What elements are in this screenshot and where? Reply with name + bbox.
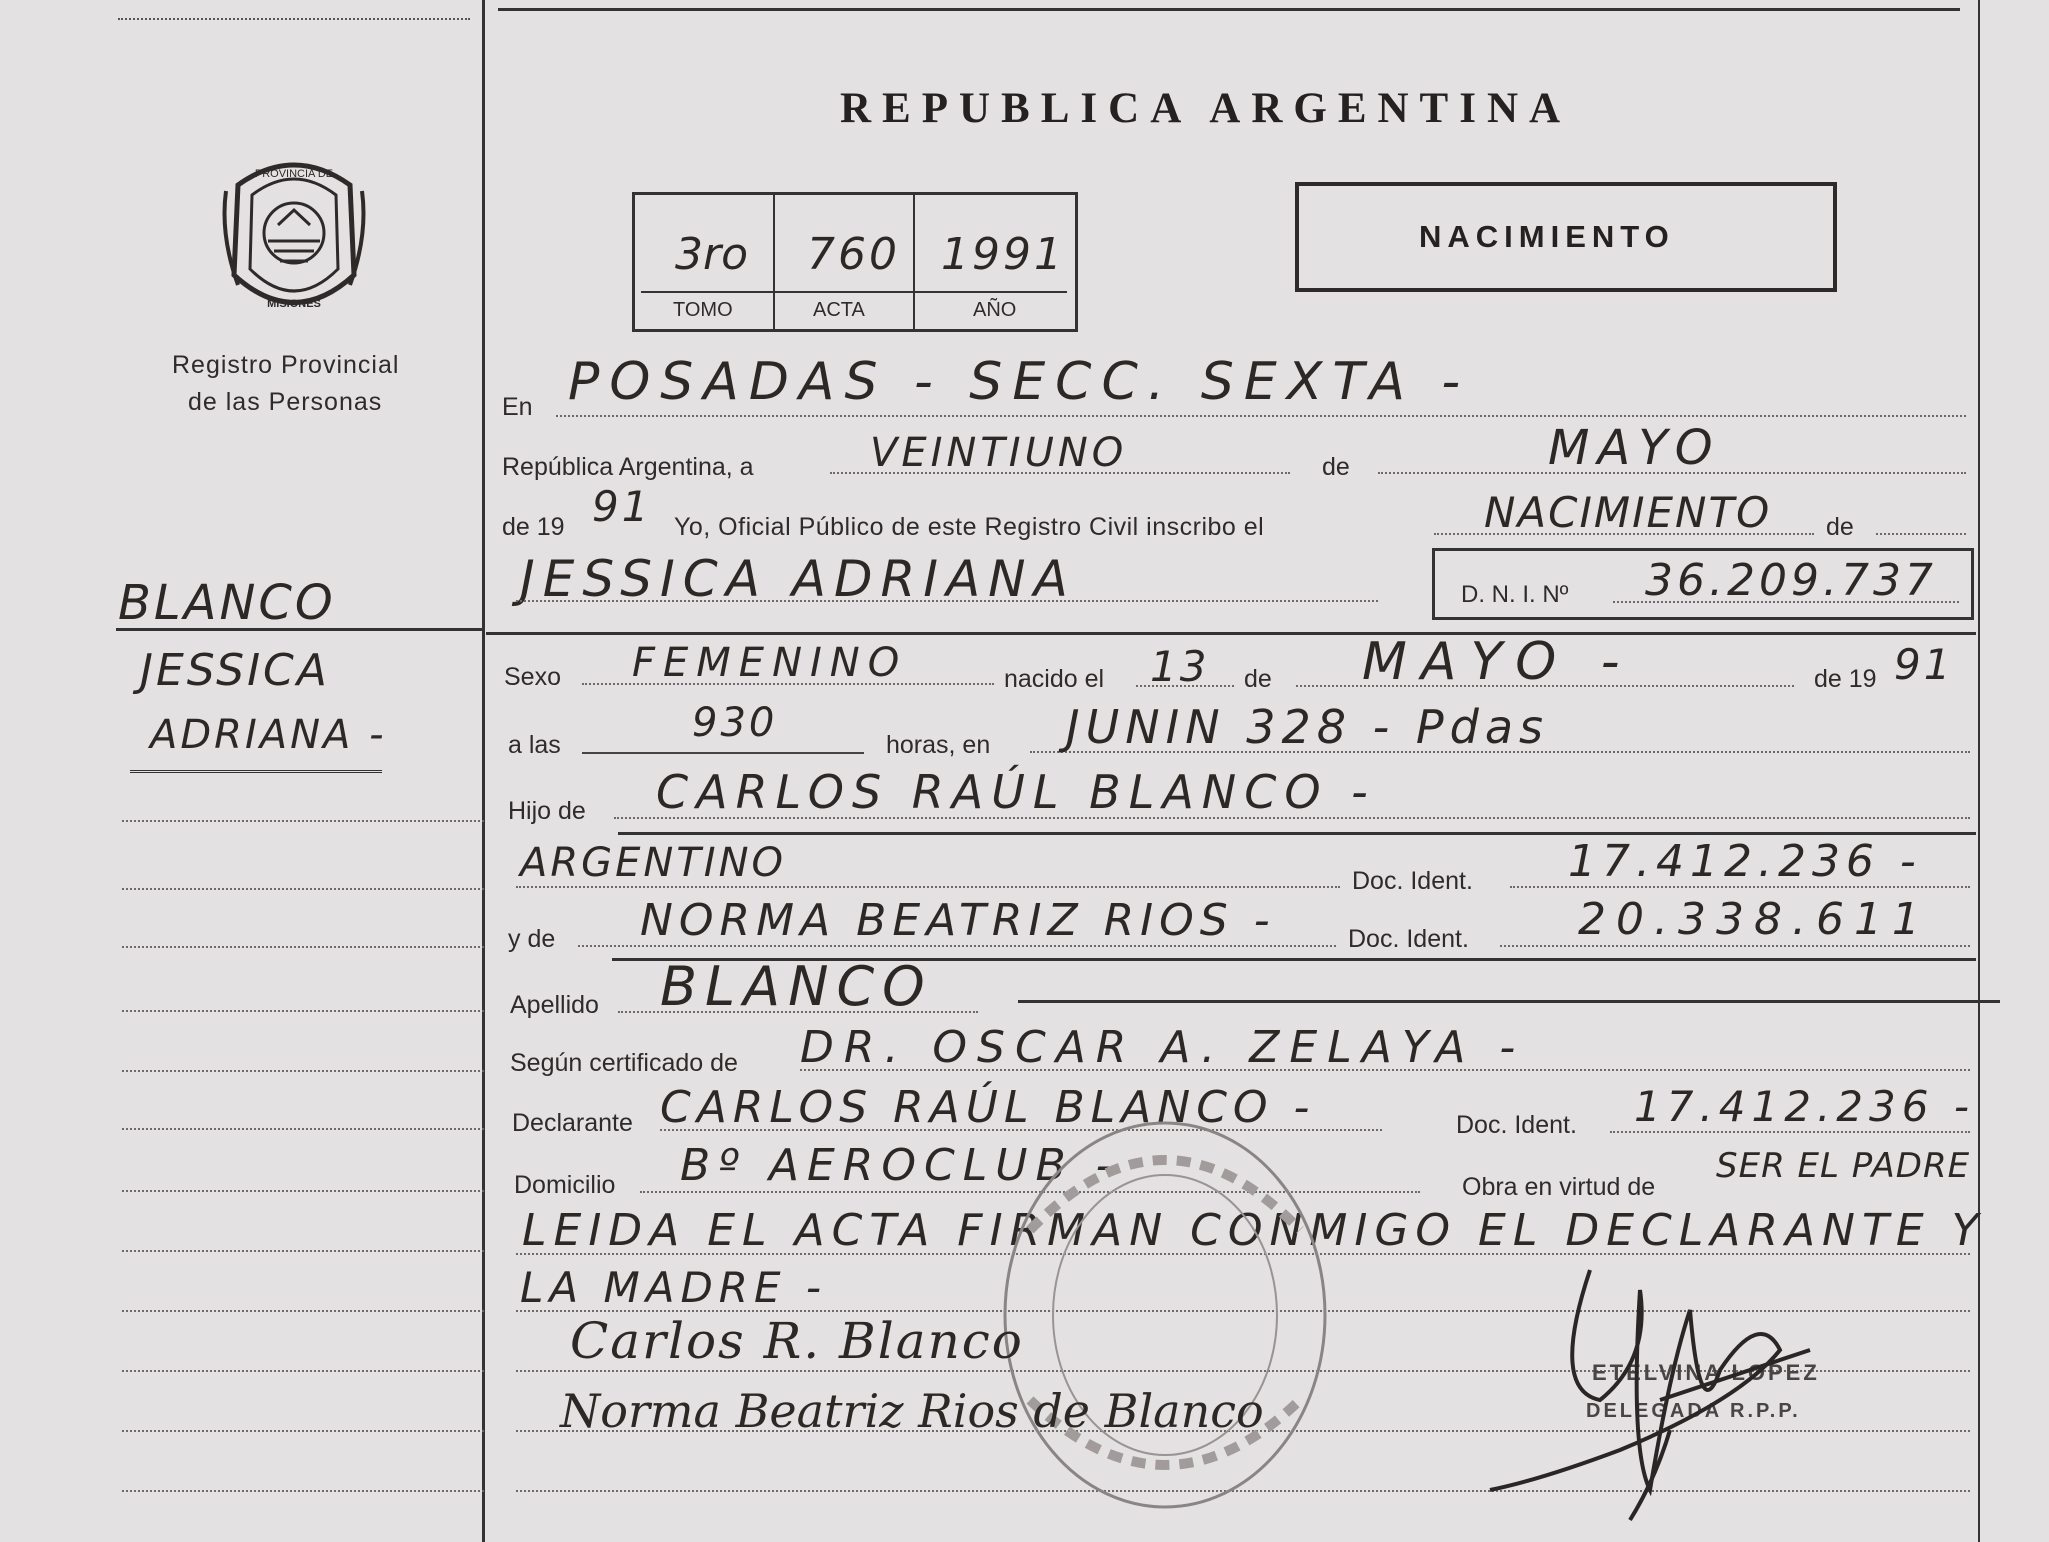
acta-label: ACTA (813, 299, 865, 321)
act-line-end (1876, 533, 1966, 535)
sexo-label: Sexo (504, 663, 561, 691)
stub-ruled-line (122, 1070, 484, 1072)
year-suffix: 91 (592, 482, 652, 531)
ano-label: AÑO (973, 299, 1017, 321)
child-name-line (516, 600, 1378, 602)
stub-surname-underline (116, 628, 484, 631)
declarante-doc: 17.412.236 - (1634, 1082, 1975, 1131)
ano-value: 1991 (941, 229, 1065, 280)
father-signature: Carlos R. Blanco (570, 1312, 1024, 1370)
birth-place: JUNIN 328 - Pdas (1066, 700, 1549, 754)
official-stamp-title: DELEGADA R.P.P. (1586, 1400, 1801, 1422)
time-line (582, 752, 864, 754)
stub-middle-name: ADRIANA - (150, 712, 387, 758)
father-doc: 17.412.236 - (1568, 836, 1922, 887)
row7-rule (618, 832, 1976, 835)
stub-surname: BLANCO (118, 575, 336, 631)
day-written: VEINTIUNO (870, 430, 1128, 476)
mother-doc: 20.338.611 (1578, 894, 1930, 945)
nationality-line (516, 886, 1340, 888)
birth-time: 930 (692, 700, 778, 746)
obra-label: Obra en virtud de (1462, 1173, 1656, 1201)
top-rule-right (498, 8, 1960, 11)
stub-ruled-line (122, 1128, 484, 1130)
reference-box (632, 192, 1078, 332)
alas-label: a las (508, 731, 561, 759)
row4-rule (486, 632, 1976, 635)
hijo-label: Hijo de (508, 797, 586, 825)
stub-ruled-line (122, 1490, 484, 1492)
stub-first-name: JESSICA (140, 645, 330, 696)
segun-label: Según certificado de (510, 1049, 738, 1077)
father-doc-label: Doc. Ident. (1352, 867, 1473, 895)
place-value: POSADAS - SECC. SEXTA - (568, 352, 1471, 412)
stub-ruled-line (122, 888, 484, 890)
country-title: REPUBLICA ARGENTINA (840, 85, 1572, 132)
declarante-label: Declarante (512, 1109, 633, 1137)
birth-month: MAYO - (1362, 632, 1634, 692)
document-type: NACIMIENTO (1419, 219, 1675, 254)
apellido-value: BLANCO (660, 955, 933, 1018)
declarante-doc-line (1610, 1131, 1970, 1133)
republica-label: República Argentina, a (502, 453, 754, 481)
seal-top-text: PROVINCIA DE (254, 168, 334, 180)
provincia-seal-icon (218, 155, 370, 325)
father-nationality: ARGENTINO (520, 840, 786, 886)
sexo-value: FEMENINO (632, 640, 908, 686)
observations-line-1: LEIDA EL ACTA FIRMAN CONMIGO EL DECLARANTE Y (522, 1205, 1986, 1256)
stub-ruled-line (122, 1250, 484, 1252)
domicilio-label: Domicilio (514, 1171, 616, 1199)
declarante-value: CARLOS RAÚL BLANCO - (660, 1082, 1316, 1133)
yde-label: y de (508, 925, 556, 953)
yo-text: Yo, Oficial Público de este Registro Civil inscribo el (674, 513, 1265, 541)
stub-name-underline (130, 770, 382, 773)
apellido-label: Apellido (510, 991, 599, 1019)
tomo-value: 3ro (675, 229, 749, 280)
stub-ruled-line (122, 946, 484, 948)
certifier: DR. OSCAR A. ZELAYA - (800, 1022, 1526, 1073)
mother-signature: Norma Beatriz Rios de Blanco (560, 1384, 1264, 1438)
right-border (1978, 0, 1980, 1542)
declarante-doc-label: Doc. Ident. (1456, 1111, 1577, 1139)
de-label: de (1322, 453, 1350, 481)
month-written: MAYO (1548, 420, 1721, 476)
registry-stamp-icon (990, 1110, 1340, 1520)
stub-ruled-line (122, 1310, 484, 1312)
dni-box (1432, 548, 1974, 620)
apellido-rule (1018, 1000, 2000, 1003)
year-prefix: de 19 (502, 513, 565, 541)
stub-ruled-line (122, 1370, 484, 1372)
official-stamp: ETELVINA LOPEZ (1592, 1360, 1820, 1385)
official-signature-icon (1480, 1250, 1880, 1540)
observations-line-2: LA MADRE - (520, 1263, 828, 1312)
acta-value: 760 (807, 229, 900, 280)
birth-year: 91 (1894, 640, 1954, 689)
dni-label: D. N. I. Nº (1461, 581, 1569, 608)
seal-bottom-text: MISIONES (267, 298, 321, 310)
office-name-line2: de las Personas (188, 388, 383, 416)
child-name: JESSICA ADRIANA (520, 550, 1076, 608)
document-type-box (1295, 182, 1837, 292)
obra-value: SER EL PADRE (1716, 1146, 1971, 1186)
top-rule-left (118, 18, 470, 20)
mother-name: NORMA BEATRIZ RIOS - (640, 895, 1276, 946)
domicilio-value: Bº AEROCLUB - (680, 1140, 1120, 1191)
de-label-3: de (1244, 665, 1272, 693)
en-line (556, 415, 1966, 417)
stub-ruled-line (122, 1010, 484, 1012)
dni-value: 36.209.737 (1645, 555, 1937, 606)
de19-label: de 19 (1814, 665, 1877, 693)
nacido-label: nacido el (1004, 665, 1105, 693)
de-label-2: de (1826, 513, 1854, 541)
birth-day: 13 (1150, 642, 1210, 691)
mother-doc-label: Doc. Ident. (1348, 925, 1469, 953)
act-type: NACIMIENTO (1484, 488, 1772, 537)
mother-doc-line (1500, 945, 1970, 947)
office-name-line1: Registro Provincial (172, 351, 400, 379)
stub-ruled-line (122, 1190, 484, 1192)
certifier-line (800, 1069, 1970, 1071)
father-name: CARLOS RAÚL BLANCO - (656, 765, 1376, 819)
stub-ruled-line (122, 820, 484, 822)
horas-label: horas, en (886, 731, 991, 759)
en-label: En (502, 393, 533, 421)
tomo-label: TOMO (673, 299, 733, 321)
stub-ruled-line (122, 1430, 484, 1432)
